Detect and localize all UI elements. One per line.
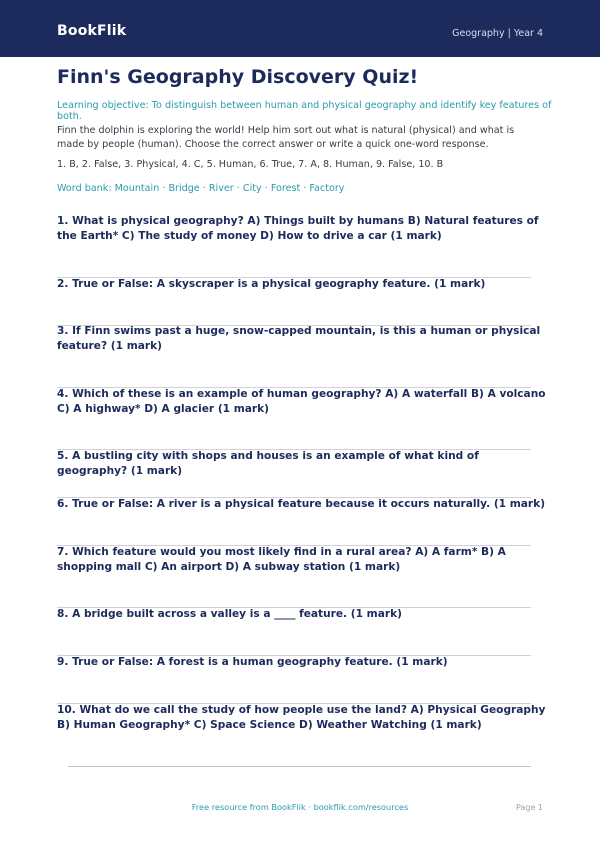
page-number: Page 1 <box>516 803 543 812</box>
footer-divider <box>68 766 531 767</box>
question-8: 8. A bridge built across a valley is a ____ feature. (1 mark) <box>57 608 402 620</box>
subject-year-label: Geography | Year 4 <box>452 28 543 39</box>
answer-key: 1. B, 2. False, 3. Physical, 4. C, 5. Human, 6. True, 7. A, 8. Human, 9. False, 10. B <box>57 159 444 170</box>
question-7: 7. Which feature would you most likely find in a rural area? A) A farm* B) A shopping mall C) An airport D) A subway station (1 mark) <box>57 546 506 573</box>
question-4: 4. Which of these is an example of human geography? A) A waterfall B) A volcano C) A highway* D) A glacier (1 mark) <box>57 388 546 415</box>
learning-objective: Learning objective: To distinguish between human and physical geography and identify key features of both. <box>57 100 552 122</box>
question-9: 9. True or False: A forest is a human geography feature. (1 mark) <box>57 656 448 668</box>
question-5: 5. A bustling city with shops and houses is an example of what kind of geography? (1 mark) <box>57 450 479 477</box>
page-title: Finn's Geography Discovery Quiz! <box>57 66 419 88</box>
brand-logo[interactable]: BookFlik <box>57 23 127 39</box>
question-2: 2. True or False: A skyscraper is a physical geography feature. (1 mark) <box>57 278 486 290</box>
footer-resource-link[interactable]: Free resource from BookFlik · bookflik.com/resources <box>191 802 409 812</box>
header-bar <box>0 0 600 57</box>
question-3: 3. If Finn swims past a huge, snow-capped mountain, is this a human or physical feature? (1 mark) <box>57 325 541 352</box>
question-10: 10. What do we call the study of how people use the land? A) Physical Geography B) Human Geography* C) Space Science D) Weather Watching (1 mark) <box>57 704 546 731</box>
question-1: 1. What is physical geography? A) Things built by humans B) Natural features of the Earth* C) The study of money D) How to drive a car (1 mark) <box>57 215 539 242</box>
word-bank: Word bank: Mountain · Bridge · River · City · Forest · Factory <box>57 183 345 194</box>
intro-text: Finn the dolphin is exploring the world! Help him sort out what is natural (physical) and what is made by people (human). Choose the correct answer or write a quick one-word response. <box>57 125 515 150</box>
question-6: 6. True or False: A river is a physical feature because it occurs naturally. (1 mark) <box>57 498 546 510</box>
